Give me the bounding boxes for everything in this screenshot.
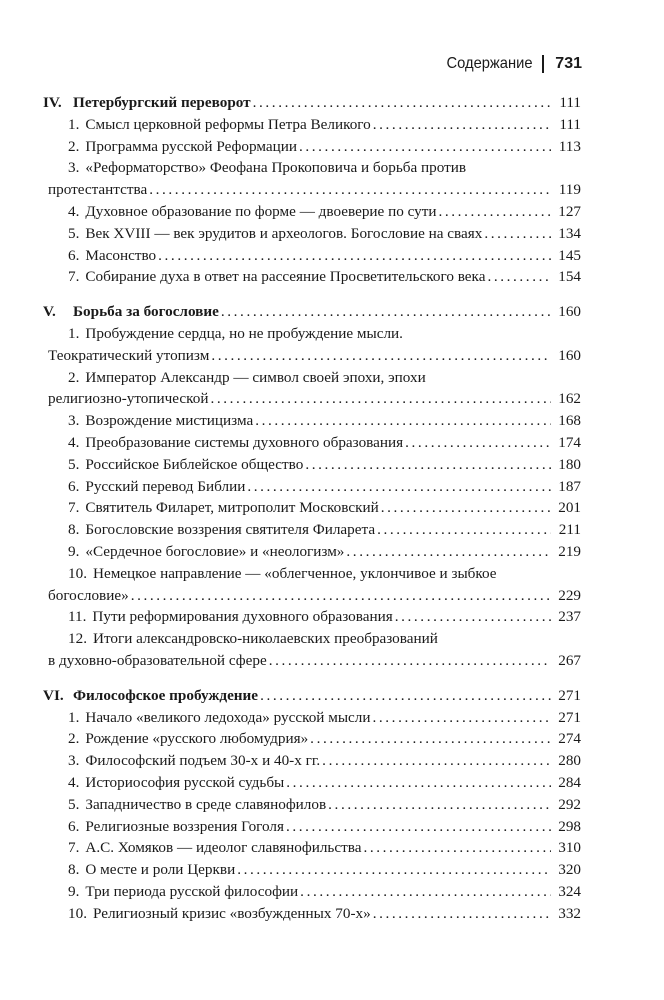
page-ref: 201: [558, 499, 581, 517]
chapter-heading: [68, 432, 403, 454]
page-ref: 180: [558, 455, 581, 473]
chapter-title: богословие»: [48, 586, 129, 604]
toc-chapter-entry[interactable]: [41, 750, 581, 772]
chapter-number: 5.: [68, 455, 80, 473]
chapter-title: Масонство: [85, 246, 157, 264]
chapter-title: «Сердечное богословие» и «неологизм»: [85, 542, 345, 560]
chapter-number: 8.: [68, 521, 80, 539]
page-ref: 274: [558, 730, 581, 748]
dot-leader: [310, 728, 551, 750]
toc-chapter-entry[interactable]: [41, 816, 581, 838]
toc-chapter-entry[interactable]: [41, 454, 581, 476]
page-ref: 168: [558, 412, 581, 430]
dot-leader: [373, 114, 551, 136]
page-ref: 284: [558, 773, 581, 791]
part-heading: [41, 92, 251, 114]
page-ref: 310: [558, 839, 581, 857]
chapter-heading: [68, 606, 393, 628]
toc-section: [41, 685, 581, 925]
chapter-number: 7.: [68, 268, 80, 286]
toc-chapter-entry[interactable]: [41, 541, 581, 563]
page-ref: 162: [558, 390, 581, 408]
chapter-title: «Реформаторство» Феофана Прокоповича и борьба против: [85, 159, 467, 177]
chapter-title: Религиозный кризис «возбужденных 70-х»: [92, 904, 371, 922]
page-ref: 211: [558, 521, 581, 539]
toc-chapter-entry[interactable]: [41, 266, 581, 288]
dot-leader: [211, 345, 551, 367]
chapter-title: Философский подъем 30-х и 40-х гг.: [85, 752, 321, 770]
chapter-title: Историософия русской судьбы: [85, 773, 285, 791]
chapter-line: [41, 367, 581, 389]
chapter-line: [41, 728, 581, 750]
page-ref: 219: [558, 542, 581, 560]
chapter-heading: [68, 201, 437, 223]
toc-chapter-entry[interactable]: [41, 410, 581, 432]
page-ref: 237: [558, 608, 581, 626]
chapter-number: 7.: [68, 499, 80, 517]
chapter-line: [41, 410, 581, 432]
page-ref: 160: [558, 346, 581, 364]
chapter-line: [41, 750, 581, 772]
chapter-heading: [68, 728, 308, 750]
toc-chapter-entry[interactable]: [41, 707, 581, 729]
chapter-heading: [68, 772, 284, 794]
part-numeral: VI.: [43, 686, 64, 704]
chapter-line: [41, 323, 581, 345]
part-title: Петербургский переворот: [73, 94, 251, 111]
chapter-heading: [68, 541, 344, 563]
chapter-title: А.С. Хомяков — идеолог славянофильства: [85, 839, 362, 857]
chapter-number: 5.: [68, 224, 80, 242]
dot-leader: [260, 685, 551, 707]
dot-leader: [373, 903, 551, 925]
toc-chapter-entry[interactable]: [41, 772, 581, 794]
page-ref: 332: [558, 904, 581, 922]
chapter-line: [41, 541, 581, 563]
dot-leader: [286, 816, 551, 838]
dot-leader: [328, 794, 551, 816]
chapter-heading: [48, 179, 147, 201]
chapter-line: [41, 201, 581, 223]
dot-leader: [439, 201, 552, 223]
part-heading: [41, 685, 258, 707]
chapter-line-continued: [41, 650, 581, 672]
chapter-line: [41, 837, 581, 859]
dot-leader: [299, 136, 551, 158]
page-ref: 229: [558, 586, 581, 604]
header-separator: [542, 55, 544, 73]
toc-section: [41, 301, 581, 672]
chapter-title: Рождение «русского любомудрия»: [85, 730, 309, 748]
toc-chapter-entry[interactable]: [41, 606, 581, 628]
chapter-title: Немецкое направление — «облегченное, уклончивое и зыбкое: [92, 564, 497, 582]
page-number: 731: [555, 55, 582, 72]
chapter-number: 10.: [68, 564, 87, 582]
chapter-line: [41, 432, 581, 454]
chapter-heading: [68, 114, 371, 136]
chapter-number: 12.: [68, 630, 87, 648]
chapter-title: Западничество в среде славянофилов: [85, 795, 327, 813]
chapter-title: религиозно-утопической: [48, 390, 209, 408]
chapter-line: [41, 266, 581, 288]
chapter-heading: [68, 816, 284, 838]
page-ref: 324: [558, 882, 581, 900]
part-numeral: IV.: [43, 94, 62, 111]
chapter-number: 2.: [68, 730, 80, 748]
dot-leader: [381, 497, 551, 519]
toc-chapter-entry[interactable]: [41, 476, 581, 498]
page-ref: 298: [558, 817, 581, 835]
toc-chapter-entry[interactable]: [41, 903, 581, 925]
toc-chapter-entry[interactable]: [41, 563, 581, 607]
chapter-heading: [68, 223, 482, 245]
chapter-number: 8.: [68, 861, 80, 879]
chapter-title: Русский перевод Библии: [85, 477, 246, 495]
chapter-heading: [68, 266, 485, 288]
part-numeral: V.: [43, 303, 56, 321]
chapter-line: [41, 497, 581, 519]
chapter-number: 5.: [68, 795, 80, 813]
toc-section: [41, 92, 581, 288]
chapter-number: 10.: [68, 904, 87, 922]
toc-chapter-entry[interactable]: [41, 245, 581, 267]
chapter-line: [41, 157, 581, 179]
toc-chapter-entry[interactable]: [41, 837, 581, 859]
dot-leader: [300, 881, 551, 903]
chapter-heading: [48, 345, 209, 367]
page-ref: 292: [558, 795, 581, 813]
toc-chapter-entry[interactable]: [41, 628, 581, 672]
page-ref: 160: [558, 303, 581, 321]
chapter-number: 4.: [68, 202, 80, 220]
chapter-title: в духовно-образовательной сфере: [48, 651, 267, 669]
chapter-line-continued: [41, 388, 581, 410]
dot-leader: [158, 245, 551, 267]
chapter-title: О месте и роли Церкви: [85, 861, 236, 879]
chapter-title: Российское Библейское общество: [85, 455, 304, 473]
chapter-line: [41, 859, 581, 881]
toc-chapter-entry[interactable]: [41, 201, 581, 223]
chapter-heading: [68, 454, 303, 476]
chapter-heading: [68, 136, 297, 158]
part-title: Философское пробуждение: [73, 686, 259, 704]
dot-leader: [373, 707, 552, 729]
chapter-line: [41, 245, 581, 267]
dot-leader: [269, 650, 551, 672]
toc-chapter-entry[interactable]: [41, 519, 581, 541]
chapter-heading: [68, 157, 466, 179]
chapter-title: Император Александр — символ своей эпохи, эпохи: [85, 368, 426, 386]
chapter-title: Смысл церковной реформы Петра Великого: [85, 115, 371, 133]
dot-leader: [484, 223, 551, 245]
dot-leader: [405, 432, 551, 454]
page-ref: 154: [558, 268, 581, 286]
page-ref: 111: [559, 94, 581, 111]
page-ref: 145: [558, 246, 581, 264]
chapter-number: 1.: [68, 708, 80, 726]
table-of-contents: [41, 92, 581, 937]
chapter-number: 4.: [68, 773, 80, 791]
chapter-number: 1.: [68, 324, 80, 342]
page-ref: 174: [558, 433, 581, 451]
running-header: [439, 55, 582, 73]
part-heading: [41, 301, 219, 323]
toc-chapter-entry[interactable]: [41, 728, 581, 750]
chapter-title: Богословские воззрения святителя Филарета: [85, 521, 376, 539]
toc-chapter-entry[interactable]: [41, 136, 581, 158]
chapter-title: Пробуждение сердца, но не пробуждение мысли.: [85, 324, 403, 342]
chapter-line: [41, 794, 581, 816]
toc-chapter-entry[interactable]: [41, 432, 581, 454]
toc-chapter-entry[interactable]: [41, 497, 581, 519]
chapter-heading: [68, 367, 426, 389]
chapter-line: [41, 519, 581, 541]
page-ref: 271: [558, 686, 581, 704]
chapter-line: [41, 881, 581, 903]
dot-leader: [487, 266, 551, 288]
chapter-line: [41, 628, 581, 650]
toc-chapter-entry[interactable]: [41, 223, 581, 245]
chapter-heading: [68, 794, 326, 816]
dot-leader: [131, 585, 551, 607]
dot-leader: [395, 606, 551, 628]
chapter-line: [41, 563, 581, 585]
toc-part-entry[interactable]: [41, 301, 581, 323]
part-title: Борьба за богословие: [73, 303, 219, 321]
chapter-line-continued: [41, 585, 581, 607]
chapter-line: [41, 136, 581, 158]
page-ref: 111: [559, 115, 581, 133]
chapter-title: Три периода русской философии: [85, 882, 299, 900]
page-ref: 280: [558, 752, 581, 770]
toc-chapter-entry[interactable]: [41, 114, 581, 136]
toc-part-entry[interactable]: [41, 92, 581, 114]
chapter-heading: [68, 881, 298, 903]
page-ref: 267: [558, 651, 581, 669]
dot-leader: [237, 859, 551, 881]
chapter-title: Пути реформирования духовного образования: [92, 608, 393, 626]
dot-leader: [363, 837, 551, 859]
chapter-number: 3.: [68, 752, 80, 770]
page-ref: 187: [558, 477, 581, 495]
page-ref: 320: [558, 861, 581, 879]
dot-leader: [149, 179, 551, 201]
chapter-heading: [68, 859, 235, 881]
chapter-number: 1.: [68, 115, 80, 133]
chapter-number: 11.: [68, 608, 87, 626]
chapter-title: Собирание духа в ответ на рассеяние Просветительского века: [85, 268, 486, 286]
dot-leader: [247, 476, 551, 498]
chapter-number: 6.: [68, 817, 80, 835]
chapter-heading: [68, 410, 253, 432]
chapter-heading: [48, 585, 129, 607]
chapter-number: 3.: [68, 412, 80, 430]
chapter-number: 4.: [68, 433, 80, 451]
chapter-heading: [48, 388, 208, 410]
chapter-title: Теократический утопизм: [48, 346, 210, 364]
chapter-heading: [48, 650, 267, 672]
chapter-heading: [68, 245, 156, 267]
running-header-title: Содержание: [446, 55, 533, 72]
chapter-heading: [68, 563, 497, 585]
chapter-title: Духовное образование по форме — двоеверие по сути: [85, 202, 437, 220]
chapter-line: [41, 772, 581, 794]
page-ref: 119: [558, 181, 581, 199]
chapter-number: 3.: [68, 159, 80, 177]
chapter-title: Преобразование системы духовного образования: [85, 433, 404, 451]
chapter-number: 9.: [68, 542, 80, 560]
chapter-line-continued: [41, 345, 581, 367]
chapter-title: Век XVIII — век эрудитов и археологов. Богословие на сваях: [85, 224, 483, 242]
dot-leader: [210, 388, 551, 410]
page-ref: 134: [558, 224, 581, 242]
chapter-title: Программа русской Реформации: [85, 137, 297, 155]
chapter-number: 2.: [68, 368, 80, 386]
page-ref: 127: [558, 202, 581, 220]
chapter-number: 6.: [68, 246, 80, 264]
chapter-title: Религиозные воззрения Гоголя: [85, 817, 284, 835]
chapter-number: 6.: [68, 477, 80, 495]
chapter-line: [41, 816, 581, 838]
toc-part-entry[interactable]: [41, 685, 581, 707]
toc-chapter-entry[interactable]: [41, 157, 581, 201]
chapter-heading: [68, 628, 438, 650]
page-ref: 113: [558, 137, 581, 155]
chapter-heading: [68, 497, 379, 519]
chapter-line: [41, 476, 581, 498]
dot-leader: [346, 541, 551, 563]
chapter-heading: [68, 837, 361, 859]
toc-chapter-entry[interactable]: [41, 881, 581, 903]
dot-leader: [255, 410, 551, 432]
chapter-number: 7.: [68, 839, 80, 857]
toc-chapter-entry[interactable]: [41, 323, 581, 367]
dot-leader: [322, 750, 551, 772]
chapter-line: [41, 223, 581, 245]
page-ref: 271: [558, 708, 581, 726]
chapter-line: [41, 114, 581, 136]
chapter-title: Итоги александровско-николаевских преобразований: [92, 630, 438, 648]
chapter-number: 2.: [68, 137, 80, 155]
chapter-line: [41, 903, 581, 925]
chapter-number: 9.: [68, 882, 80, 900]
dot-leader: [377, 519, 551, 541]
chapter-title: Начало «великого ледохода» русской мысли: [85, 708, 371, 726]
dot-leader: [221, 301, 551, 323]
chapter-line: [41, 606, 581, 628]
chapter-heading: [68, 707, 371, 729]
toc-chapter-entry[interactable]: [41, 794, 581, 816]
chapter-heading: [68, 750, 320, 772]
chapter-line-continued: [41, 179, 581, 201]
chapter-heading: [68, 519, 375, 541]
chapter-line: [41, 454, 581, 476]
toc-chapter-entry[interactable]: [41, 859, 581, 881]
chapter-title: Святитель Филарет, митрополит Московский: [85, 499, 379, 517]
chapter-heading: [68, 903, 371, 925]
chapter-heading: [68, 323, 403, 345]
dot-leader: [253, 92, 551, 114]
chapter-heading: [68, 476, 245, 498]
chapter-line: [41, 707, 581, 729]
dot-leader: [286, 772, 551, 794]
chapter-title: Возрождение мистицизма: [85, 412, 254, 430]
dot-leader: [305, 454, 551, 476]
toc-chapter-entry[interactable]: [41, 367, 581, 411]
chapter-title: протестантства: [48, 181, 148, 199]
